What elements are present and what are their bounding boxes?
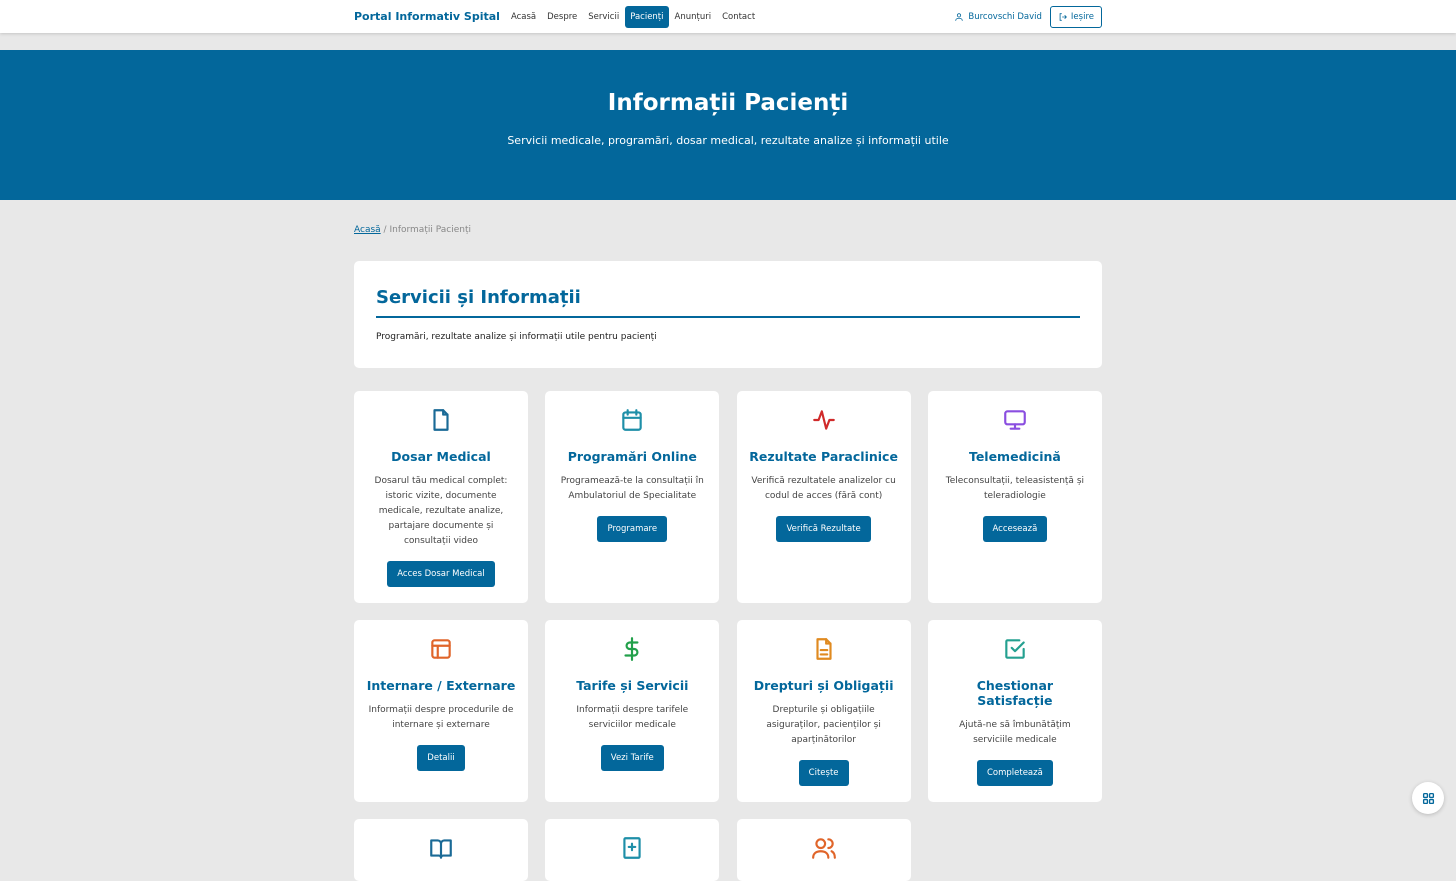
card-button[interactable]: Vezi Tarife — [601, 745, 664, 771]
card-description: Informații despre tarifele serviciilor medicale — [576, 705, 689, 730]
intro-card — [354, 261, 1102, 368]
card-description: Informații despre procedurile de internare și externare — [368, 705, 514, 730]
service-card — [354, 819, 528, 881]
services-grid — [354, 391, 1102, 881]
dollar-icon — [619, 636, 645, 662]
card-description: Verifică rezultatele analizelor cu codul de acces (fără cont) — [751, 476, 896, 501]
service-card — [354, 620, 528, 802]
brand-logo[interactable]: Portal Informativ Spital — [354, 10, 500, 23]
hero-subtitle: Servicii medicale, programări, dosar medical, rezultate analize și informații utile — [507, 134, 949, 147]
grid-icon — [1422, 792, 1435, 805]
breadcrumb-separator: / — [383, 225, 387, 235]
hero-title: Informații Pacienți — [607, 90, 849, 116]
service-card — [737, 391, 911, 603]
layout-icon — [428, 636, 454, 662]
service-card — [737, 620, 911, 802]
card-title: Programări Online — [567, 449, 697, 464]
nav-acasa[interactable]: Acasă — [510, 11, 537, 22]
card-title: Rezultate Paraclinice — [749, 449, 898, 464]
hero-banner — [0, 50, 1456, 200]
card-button[interactable]: Acces Dosar Medical — [387, 561, 495, 587]
calendar-icon — [619, 407, 645, 433]
logout-icon — [1058, 12, 1068, 22]
nav-despre[interactable]: Despre — [547, 11, 578, 22]
card-description: Programează-te la consultații în Ambulatoriul de Specialitate — [560, 476, 704, 501]
book-icon — [428, 835, 454, 861]
card-button[interactable]: Programare — [597, 516, 667, 542]
logout-button[interactable] — [1050, 6, 1102, 28]
section-description: Programări, rezultate analize și informații utile pentru pacienți — [376, 332, 657, 342]
service-card — [928, 620, 1102, 802]
quick-menu-button[interactable] — [1412, 782, 1444, 814]
breadcrumb-home[interactable]: Acasă — [354, 225, 381, 235]
top-navbar — [0, 0, 1456, 33]
card-title: Tarife și Servicii — [576, 678, 689, 693]
book-plus-icon — [619, 835, 645, 861]
breadcrumb — [354, 225, 471, 235]
card-title: Dosar Medical — [391, 449, 491, 464]
card-description: Ajută-ne să îmbunătățim serviciile medicale — [959, 720, 1071, 745]
card-button[interactable]: Accesează — [983, 516, 1048, 542]
card-description: Teleconsultații, teleasistență și teleradiologie — [945, 476, 1085, 501]
card-button[interactable]: Citește — [799, 760, 849, 786]
users-icon — [811, 835, 837, 861]
service-card — [354, 391, 528, 603]
card-button[interactable]: Detalii — [417, 745, 464, 771]
user-icon — [954, 12, 964, 22]
activity-icon — [811, 407, 837, 433]
section-title: Servicii și Informații — [376, 287, 1080, 318]
service-card — [737, 819, 911, 881]
card-title: Drepturi și Obligații — [753, 678, 894, 693]
card-button[interactable]: Completează — [977, 760, 1053, 786]
card-description: Dosarul tău medical complet: istoric vizite, documente medicale, rezultate analize, partajare documente și consultații video — [374, 476, 508, 546]
file-text-icon — [811, 636, 837, 662]
user-menu[interactable] — [954, 12, 1042, 22]
card-title: Chestionar Satisfacție — [976, 678, 1054, 708]
service-card — [545, 620, 719, 802]
nav-contact[interactable]: Contact — [722, 11, 756, 22]
service-card — [928, 391, 1102, 603]
card-button[interactable]: Verifică Rezultate — [776, 516, 870, 542]
logout-label: Ieșire — [1070, 11, 1094, 22]
card-title: Internare / Externare — [366, 678, 516, 693]
nav-pacienti[interactable]: Pacienți — [625, 6, 668, 28]
service-card — [545, 391, 719, 603]
card-description: Drepturile și obligațiile asiguraților, pacienților și aparținătorilor — [766, 705, 881, 745]
nav-anunturi[interactable]: Anunțuri — [674, 11, 712, 22]
card-title: Telemedicină — [968, 449, 1061, 464]
nav-servicii[interactable]: Servicii — [588, 11, 620, 22]
file-icon — [428, 407, 454, 433]
user-name: Burcovschi David — [968, 11, 1042, 22]
monitor-icon — [1002, 407, 1028, 433]
breadcrumb-current: Informații Pacienți — [389, 225, 471, 235]
check-square-icon — [1002, 636, 1028, 662]
service-card — [545, 819, 719, 881]
